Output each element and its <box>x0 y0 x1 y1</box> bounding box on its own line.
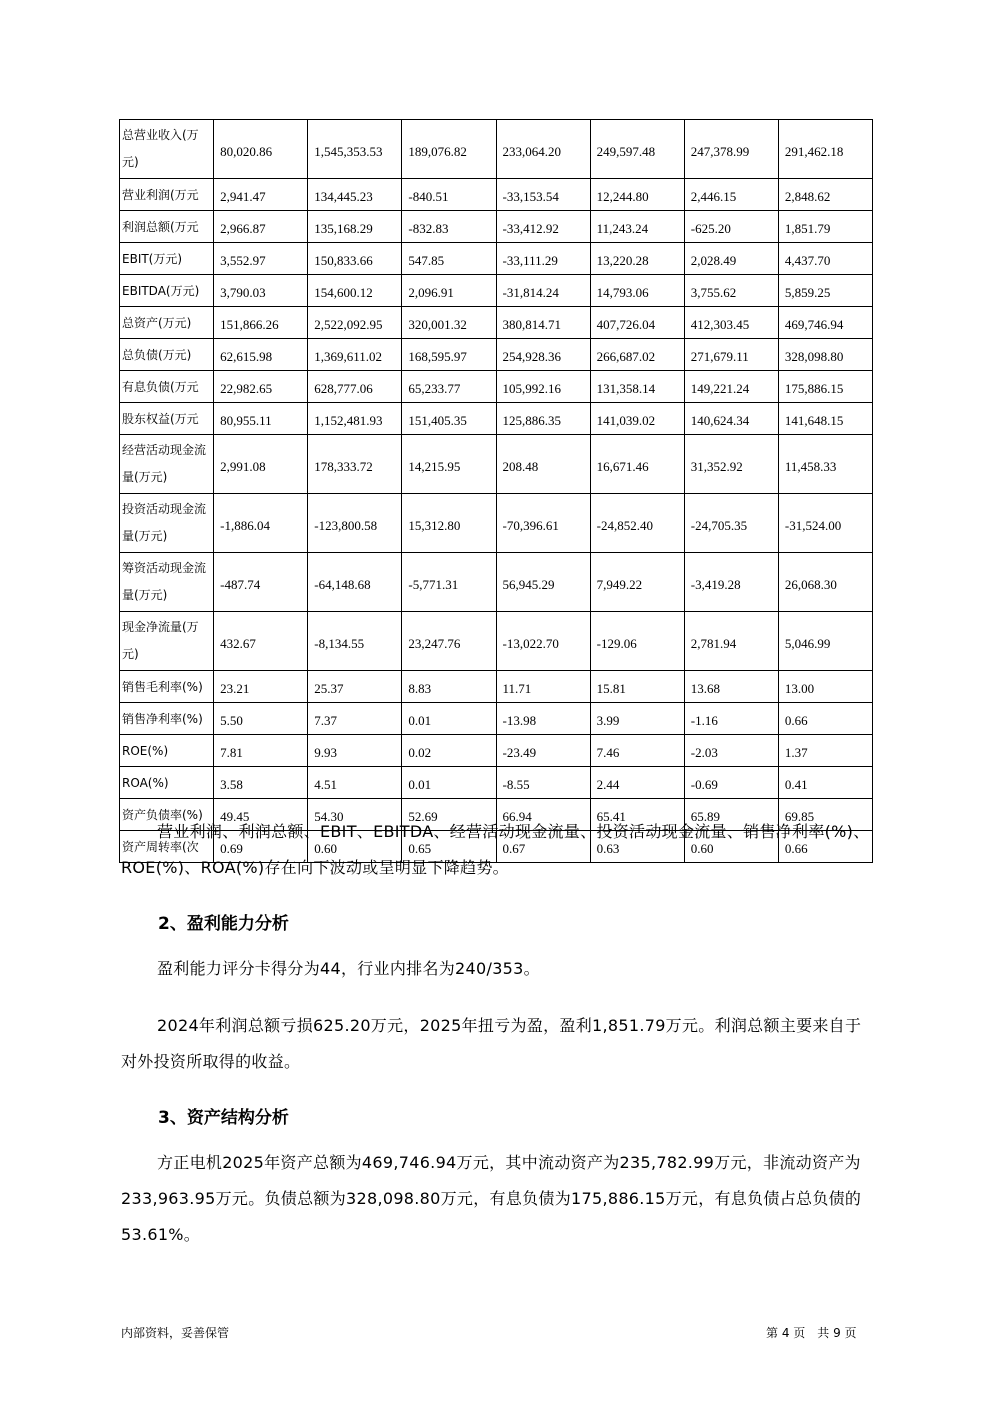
table-cell: -13.98 <box>496 703 590 735</box>
table-cell: 16,671.46 <box>590 435 684 494</box>
table-cell: 49.45 <box>214 799 308 831</box>
table-cell: 80,020.86 <box>214 120 308 179</box>
row-label: ROE(%) <box>120 735 214 767</box>
table-cell: -5,771.31 <box>402 553 496 612</box>
table-row <box>120 307 873 339</box>
table-cell: 3,552.97 <box>214 243 308 275</box>
table-row <box>120 403 873 435</box>
table-row <box>120 275 873 307</box>
table-cell: 13,220.28 <box>590 243 684 275</box>
asset-detail-paragraph: 方正电机2025年资产总额为469,746.94万元，其中流动资产为235,782.99万元，非流动资产为233,963.95万元。负债总额为328,098.80万元，有息负债为175,886.15万元，有息负债占总负债的53.61%。 <box>121 1153 862 1244</box>
table-row <box>120 339 873 371</box>
table-cell: 141,648.15 <box>778 403 872 435</box>
table-cell: 56,945.29 <box>496 553 590 612</box>
table-cell: 0.69 <box>214 831 308 863</box>
financial-indicators-table <box>119 119 873 863</box>
table-cell: 65.89 <box>684 799 778 831</box>
table-cell: 328,098.80 <box>778 339 872 371</box>
table-cell: 2,096.91 <box>402 275 496 307</box>
row-label: 营业利润(万元 <box>120 179 214 211</box>
row-label: 总负债(万元) <box>120 339 214 371</box>
table-cell: 0.60 <box>684 831 778 863</box>
table-cell: 247,378.99 <box>684 120 778 179</box>
table-cell: 0.65 <box>402 831 496 863</box>
table-cell: 168,595.97 <box>402 339 496 371</box>
table-cell: -123,800.58 <box>308 494 402 553</box>
table-cell: 2,941.47 <box>214 179 308 211</box>
table-row <box>120 553 873 612</box>
table-cell: 0.67 <box>496 831 590 863</box>
table-cell: 3.99 <box>590 703 684 735</box>
table-cell: 131,358.14 <box>590 371 684 403</box>
table-cell: 0.02 <box>402 735 496 767</box>
table-cell: 469,746.94 <box>778 307 872 339</box>
table-cell: -31,814.24 <box>496 275 590 307</box>
table-cell: 3,790.03 <box>214 275 308 307</box>
table-cell: 4.51 <box>308 767 402 799</box>
table-cell: -64,148.68 <box>308 553 402 612</box>
table-cell: 0.41 <box>778 767 872 799</box>
table-cell: 1,369,611.02 <box>308 339 402 371</box>
table-cell: 1,851.79 <box>778 211 872 243</box>
table-cell: 0.66 <box>778 703 872 735</box>
table-cell: -8.55 <box>496 767 590 799</box>
table-row <box>120 120 873 179</box>
table-cell: 140,624.34 <box>684 403 778 435</box>
table-cell: 1.37 <box>778 735 872 767</box>
row-label: 销售净利率(%) <box>120 703 214 735</box>
table-cell: 54.30 <box>308 799 402 831</box>
table-cell: 2,446.15 <box>684 179 778 211</box>
table-cell: -23.49 <box>496 735 590 767</box>
table-cell: 208.48 <box>496 435 590 494</box>
table-cell: 2,991.08 <box>214 435 308 494</box>
table-cell: 3.58 <box>214 767 308 799</box>
trend-paragraph: 营业利润、利润总额、EBIT、EBITDA、经营活动现金流量、投资活动现金流量、销售净利率(%)、ROE(%)、ROA(%)存在向下波动或呈明显下降趋势。 <box>121 822 870 877</box>
table-cell: 149,221.24 <box>684 371 778 403</box>
table-cell: -840.51 <box>402 179 496 211</box>
table-row <box>120 371 873 403</box>
table-cell: 23.21 <box>214 671 308 703</box>
table-row <box>120 671 873 703</box>
footer-confidential-note: 内部资料，妥善保管 <box>121 1326 230 1340</box>
table-cell: 52.69 <box>402 799 496 831</box>
table-cell: 141,039.02 <box>590 403 684 435</box>
table-cell: 2,781.94 <box>684 612 778 671</box>
table-cell: 175,886.15 <box>778 371 872 403</box>
table-cell: -33,111.29 <box>496 243 590 275</box>
profit-detail-paragraph: 2024年利润总额亏损625.20万元，2025年扭亏为盈，盈利1,851.79万元。利润总额主要来自于对外投资所取得的收益。 <box>121 1016 862 1071</box>
table-cell: 14,793.06 <box>590 275 684 307</box>
table-cell: 11.71 <box>496 671 590 703</box>
table-cell: 2,966.87 <box>214 211 308 243</box>
table-row <box>120 494 873 553</box>
table-row <box>120 435 873 494</box>
table-cell: 9.93 <box>308 735 402 767</box>
table-cell: -3,419.28 <box>684 553 778 612</box>
table-cell: 4,437.70 <box>778 243 872 275</box>
row-label: 总营业收入(万元) <box>120 120 214 179</box>
table-cell: 5,046.99 <box>778 612 872 671</box>
table-cell: 134,445.23 <box>308 179 402 211</box>
table-cell: 65,233.77 <box>402 371 496 403</box>
table-cell: 125,886.35 <box>496 403 590 435</box>
row-label: 总资产(万元) <box>120 307 214 339</box>
table-cell: 105,992.16 <box>496 371 590 403</box>
table-cell: 65.41 <box>590 799 684 831</box>
table-cell: 3,755.62 <box>684 275 778 307</box>
table-cell: 0.01 <box>402 767 496 799</box>
table-cell: 62,615.98 <box>214 339 308 371</box>
table-cell: -33,153.54 <box>496 179 590 211</box>
table-cell: 7.81 <box>214 735 308 767</box>
row-label: EBITDA(万元) <box>120 275 214 307</box>
table-cell: 254,928.36 <box>496 339 590 371</box>
table-cell: 320,001.32 <box>402 307 496 339</box>
table-cell: 23,247.76 <box>402 612 496 671</box>
row-label: 资产周转率(次 <box>120 831 214 863</box>
table-cell: 31,352.92 <box>684 435 778 494</box>
table-cell: 178,333.72 <box>308 435 402 494</box>
row-label: ROA(%) <box>120 767 214 799</box>
table-cell: 7,949.22 <box>590 553 684 612</box>
table-cell: 5.50 <box>214 703 308 735</box>
table-cell: 150,833.66 <box>308 243 402 275</box>
table-cell: 154,600.12 <box>308 275 402 307</box>
table-cell: 407,726.04 <box>590 307 684 339</box>
table-cell: -1,886.04 <box>214 494 308 553</box>
table-cell: 25.37 <box>308 671 402 703</box>
table-cell: 15,312.80 <box>402 494 496 553</box>
table-cell: 66.94 <box>496 799 590 831</box>
table-cell: 2.44 <box>590 767 684 799</box>
table-cell: -487.74 <box>214 553 308 612</box>
table-cell: 1,152,481.93 <box>308 403 402 435</box>
row-label: 投资活动现金流量(万元) <box>120 494 214 553</box>
table-row <box>120 735 873 767</box>
table-cell: -70,396.61 <box>496 494 590 553</box>
table-cell: 13.68 <box>684 671 778 703</box>
row-label: 利润总额(万元 <box>120 211 214 243</box>
table-row <box>120 243 873 275</box>
table-cell: 380,814.71 <box>496 307 590 339</box>
table-cell: -24,852.40 <box>590 494 684 553</box>
table-cell: 15.81 <box>590 671 684 703</box>
table-cell: 151,405.35 <box>402 403 496 435</box>
table-cell: 2,522,092.95 <box>308 307 402 339</box>
table-cell: 0.60 <box>308 831 402 863</box>
table-cell: 291,462.18 <box>778 120 872 179</box>
table-cell: 628,777.06 <box>308 371 402 403</box>
table-cell: -1.16 <box>684 703 778 735</box>
table-cell: 8.83 <box>402 671 496 703</box>
table-cell: 26,068.30 <box>778 553 872 612</box>
row-label: 销售毛利率(%) <box>120 671 214 703</box>
table-cell: -0.69 <box>684 767 778 799</box>
table-cell: 13.00 <box>778 671 872 703</box>
table-cell: -13,022.70 <box>496 612 590 671</box>
row-label: 有息负债(万元 <box>120 371 214 403</box>
row-label: 现金净流量(万元) <box>120 612 214 671</box>
row-label: 筹资活动现金流量(万元) <box>120 553 214 612</box>
table-cell: 412,303.45 <box>684 307 778 339</box>
row-label: 资产负债率(%) <box>120 799 214 831</box>
table-cell: 266,687.02 <box>590 339 684 371</box>
profit-score-paragraph: 盈利能力评分卡得分为44，行业内排名为240/353。 <box>157 959 540 978</box>
table-cell: 11,243.24 <box>590 211 684 243</box>
table-cell: 2,028.49 <box>684 243 778 275</box>
table-cell: -2.03 <box>684 735 778 767</box>
table-cell: 12,244.80 <box>590 179 684 211</box>
table-cell: -31,524.00 <box>778 494 872 553</box>
table-cell: 189,076.82 <box>402 120 496 179</box>
table-row <box>120 612 873 671</box>
table-cell: 7.46 <box>590 735 684 767</box>
table-cell: 547.85 <box>402 243 496 275</box>
table-cell: 151,866.26 <box>214 307 308 339</box>
table-cell: -33,412.92 <box>496 211 590 243</box>
table-cell: 249,597.48 <box>590 120 684 179</box>
table-cell: 1,545,353.53 <box>308 120 402 179</box>
table-cell: 69.85 <box>778 799 872 831</box>
table-cell: 11,458.33 <box>778 435 872 494</box>
table-cell: -832.83 <box>402 211 496 243</box>
table-cell: -625.20 <box>684 211 778 243</box>
table-cell: 80,955.11 <box>214 403 308 435</box>
table-cell: 233,064.20 <box>496 120 590 179</box>
section-heading-profitability: 2、盈利能力分析 <box>158 914 289 934</box>
table-cell: 5,859.25 <box>778 275 872 307</box>
row-label: 经营活动现金流量(万元) <box>120 435 214 494</box>
section-heading-asset-structure: 3、资产结构分析 <box>158 1108 289 1128</box>
row-label: EBIT(万元) <box>120 243 214 275</box>
table-cell: 22,982.65 <box>214 371 308 403</box>
table-cell: 7.37 <box>308 703 402 735</box>
table-cell: 2,848.62 <box>778 179 872 211</box>
table-cell: -24,705.35 <box>684 494 778 553</box>
row-label: 股东权益(万元 <box>120 403 214 435</box>
table-cell: 271,679.11 <box>684 339 778 371</box>
table-cell: 14,215.95 <box>402 435 496 494</box>
table-cell: -129.06 <box>590 612 684 671</box>
table-cell: 0.66 <box>778 831 872 863</box>
table-cell: 135,168.29 <box>308 211 402 243</box>
table-row <box>120 703 873 735</box>
table-body <box>120 120 873 863</box>
table-cell: -8,134.55 <box>308 612 402 671</box>
table-cell: 432.67 <box>214 612 308 671</box>
table-cell: 0.63 <box>590 831 684 863</box>
table-row <box>120 767 873 799</box>
table-row <box>120 211 873 243</box>
table-row <box>120 179 873 211</box>
footer-page-number: 第 4 页 共 9 页 <box>766 1326 857 1340</box>
table-cell: 0.01 <box>402 703 496 735</box>
